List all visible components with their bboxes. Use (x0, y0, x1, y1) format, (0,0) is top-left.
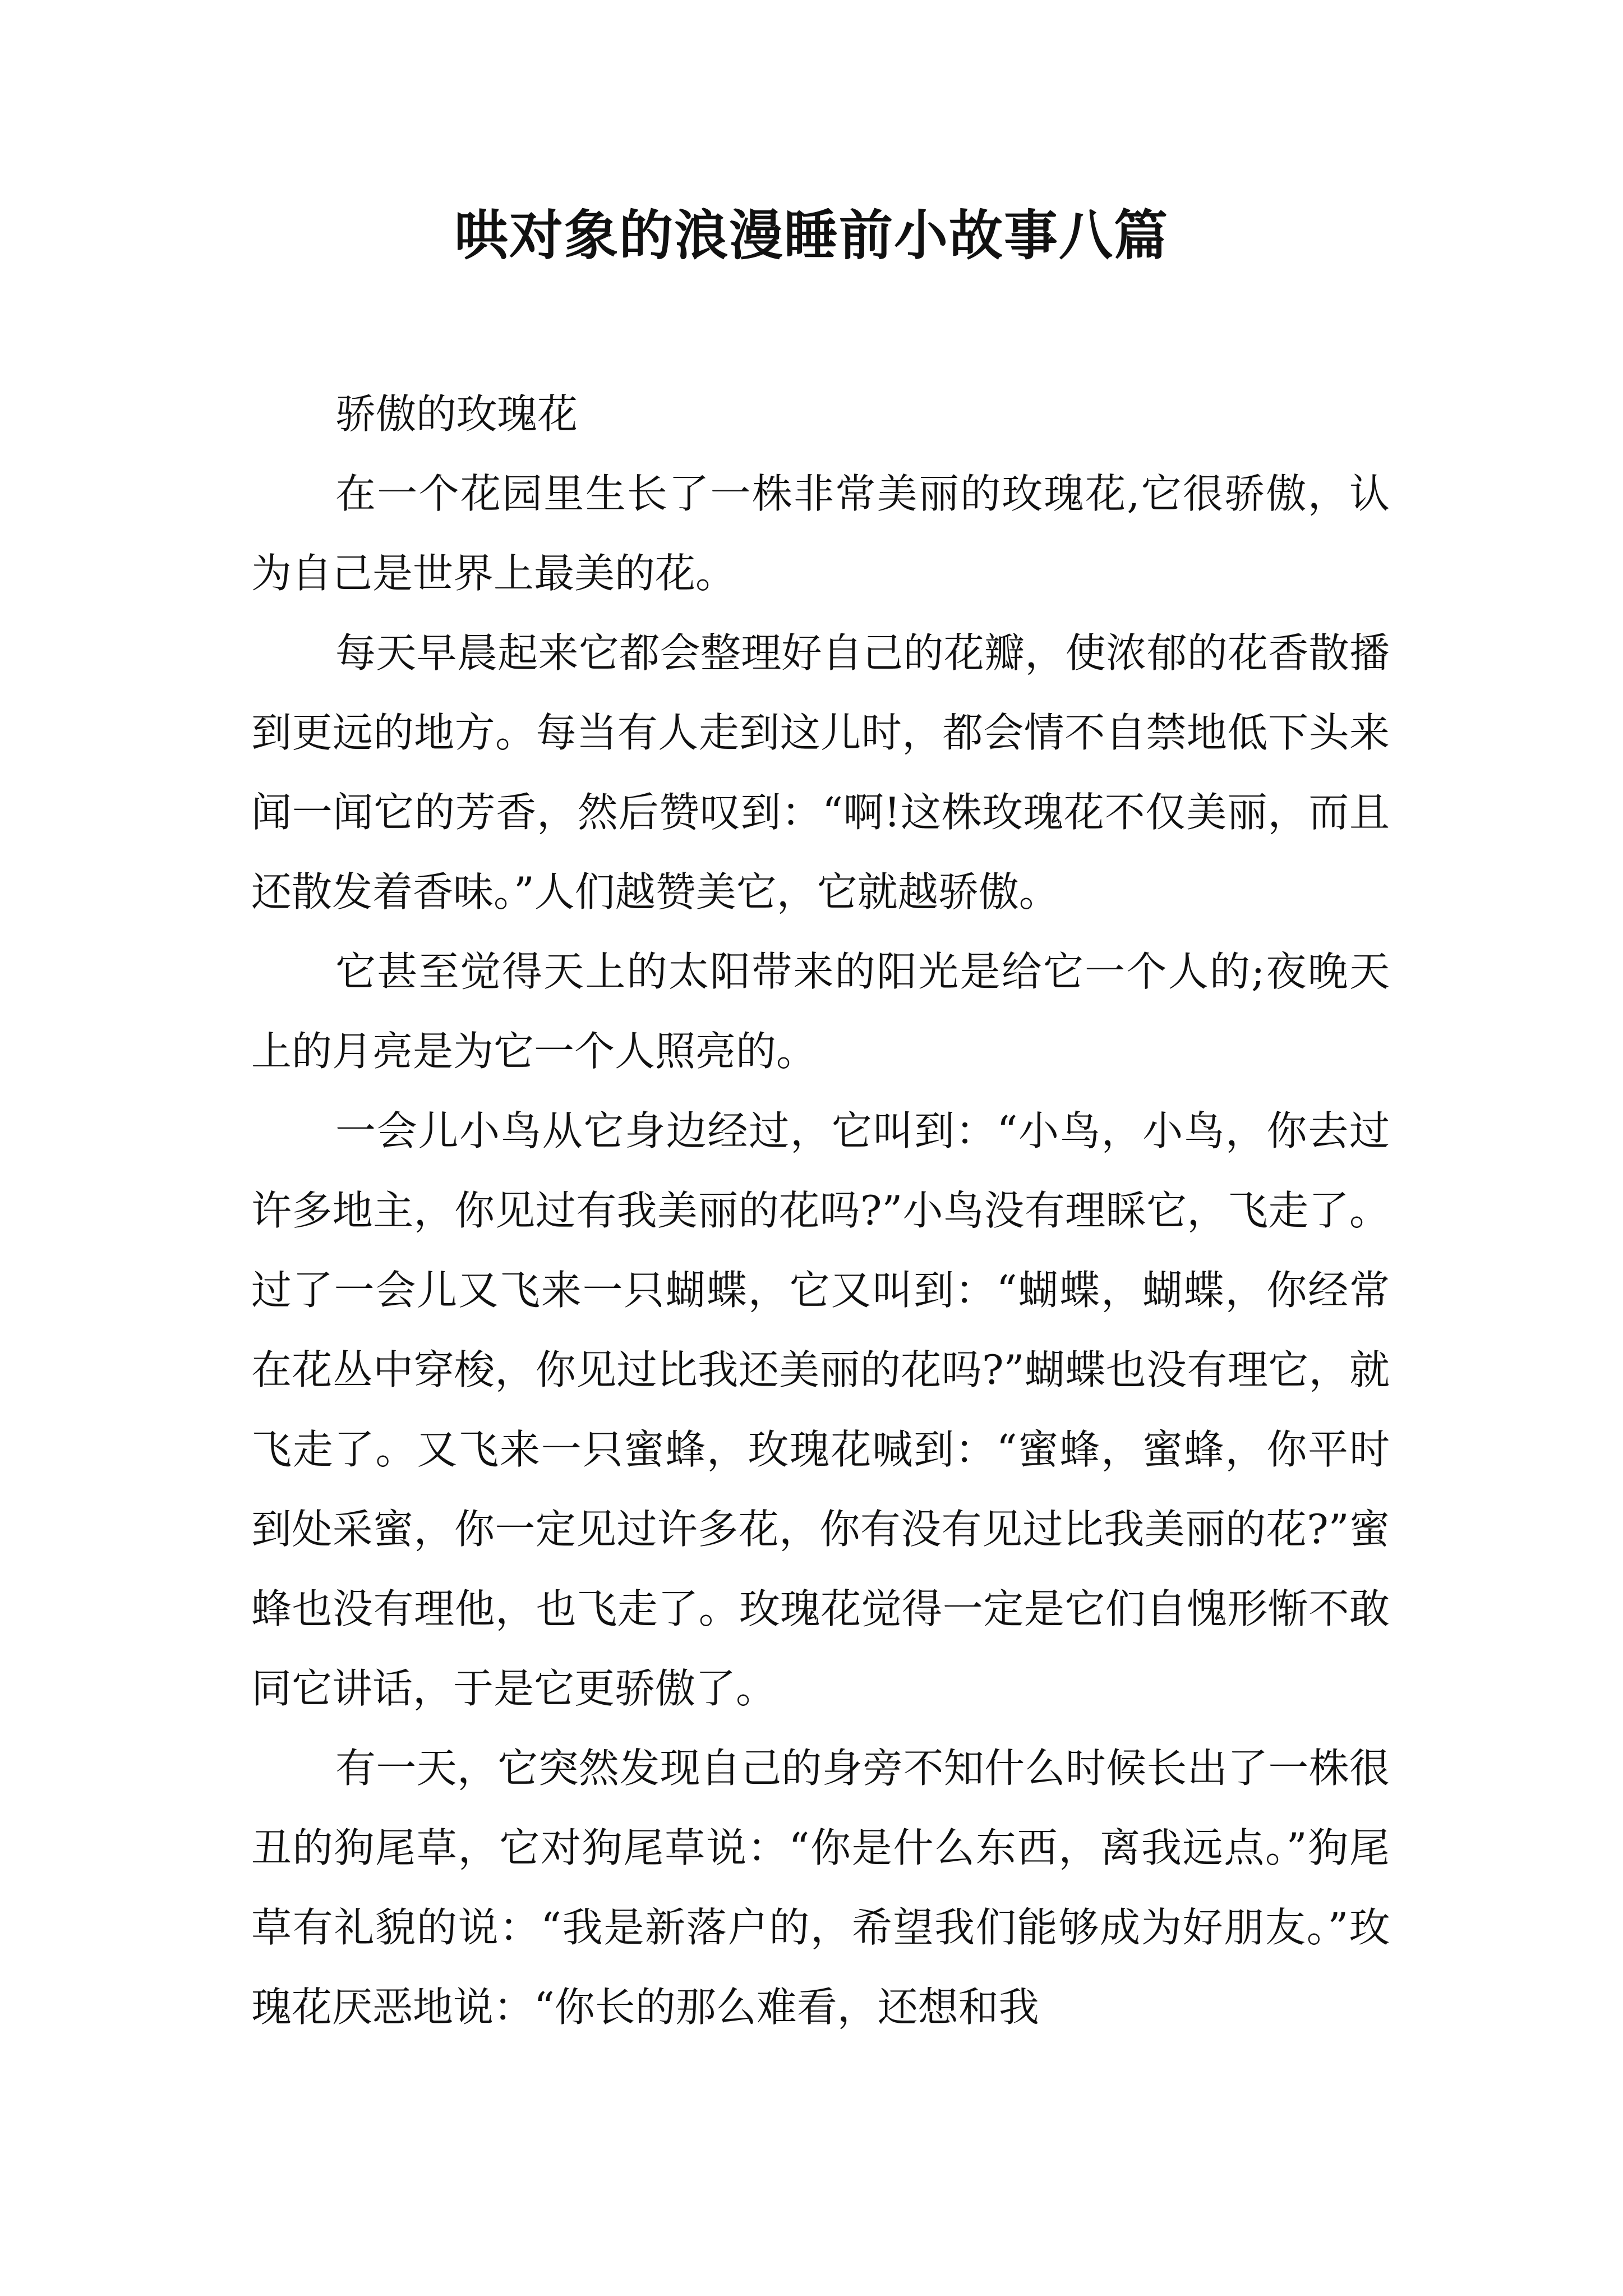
paragraph: 在一个花园里生长了一株非常美丽的玫瑰花,它很骄傲，认为自己是世界上最美的花。 (251, 470, 1390, 597)
document-body (251, 374, 1390, 2047)
paragraph: 它甚至觉得天上的太阳带来的阳光是给它一个人的;夜晚天上的月亮是为它一个人照亮的。 (251, 948, 1390, 1075)
paragraph: 有一天，它突然发现自己的身旁不知什么时候长出了一株很丑的狗尾草，它对狗尾草说：“你是什么东西，离我远点。”狗尾草有礼貌的说：“我是新落户的，希望我们能够成为好朋友。”玫瑰花厌恶地说：“你长的那么难看，还想和我 (251, 1745, 1390, 2031)
paragraph: 一会儿小鸟从它身边经过，它叫到：“小鸟，小鸟，你去过许多地主，你见过有我美丽的花吗?”小鸟没有理睬它，飞走了。过了一会儿又飞来一只蝴蝶，它又叫到：“蝴蝶，蝴蝶，你经常在花丛中穿梭，你见过比我还美丽的花吗?”蝴蝶也没有理它，就飞走了。又飞来一只蜜蜂，玫瑰花喊到：“蜜蜂，蜜蜂，你平时到处采蜜，你一定见过许多花，你有没有见过比我美丽的花?”蜜蜂也没有理他，也飞走了。玫瑰花觉得一定是它们自愧形惭不敢同它讲话，于是它更骄傲了。 (251, 1107, 1390, 1712)
document-title: 哄对象的浪漫睡前小故事八篇 (454, 204, 1169, 267)
section-heading: 骄傲的玫瑰花 (335, 390, 578, 438)
paragraph: 每天早晨起来它都会整理好自己的花瓣，使浓郁的花香散播到更远的地方。每当有人走到这儿时，都会情不自禁地低下头来闻一闻它的芳香，然后赞叹到：“啊!这株玫瑰花不仅美丽，而且还散发着香味。”人们越赞美它，它就越骄傲。 (251, 629, 1390, 915)
